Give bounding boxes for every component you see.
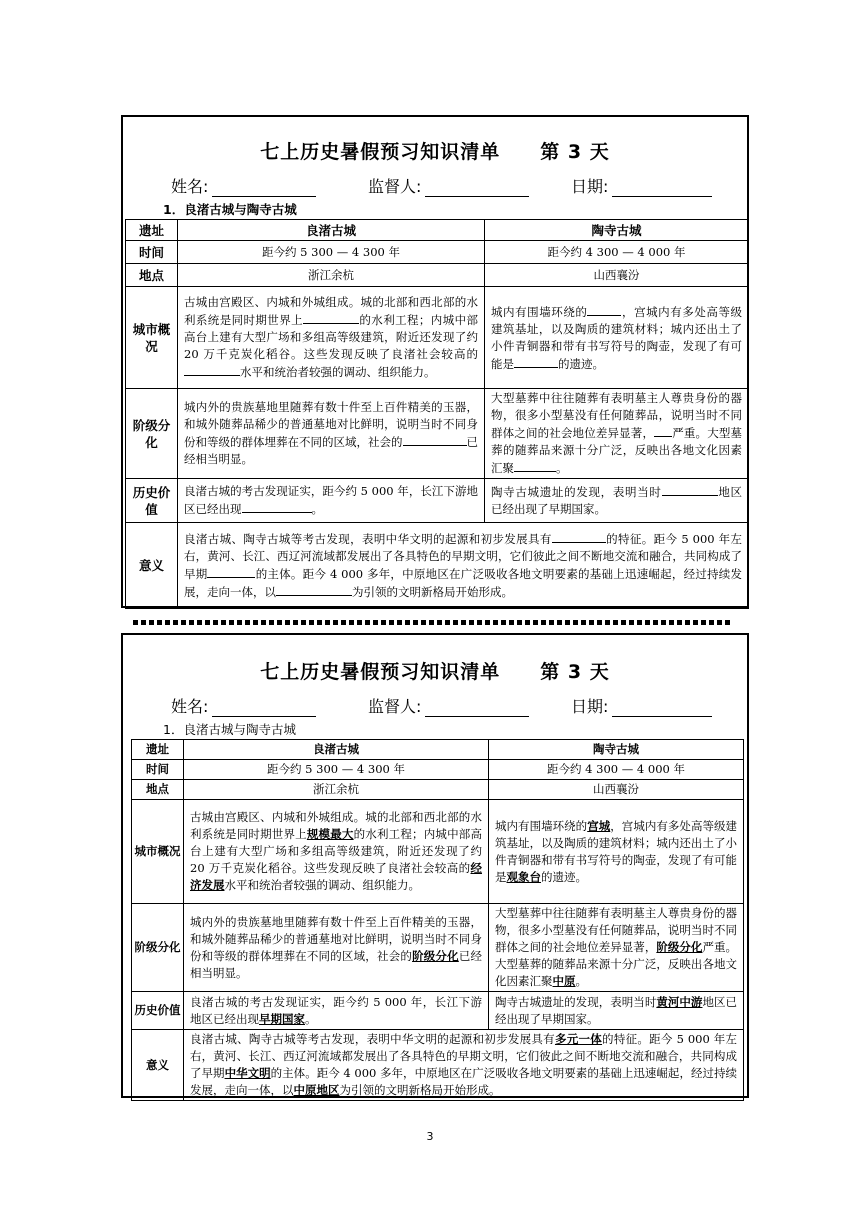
text-segment: 为引领的文明新格局开始形成。 bbox=[352, 585, 513, 599]
answer-text: 中原地区 bbox=[293, 1083, 340, 1097]
name-blank[interactable] bbox=[212, 700, 316, 717]
page-number: 3 bbox=[426, 1130, 434, 1143]
table-row bbox=[126, 264, 749, 287]
worksheet-answers bbox=[121, 633, 749, 1098]
answer-text: 规模最大 bbox=[306, 827, 354, 841]
taosi-overview bbox=[485, 287, 749, 389]
supervisor-field[interactable] bbox=[368, 174, 529, 197]
text-segment: 。 bbox=[556, 461, 568, 475]
text-segment: 的特征。距今 5 000 年左右，黄河、长江、西辽河流域都发展出了各具特色的早期文明，它们彼此之间不断地交流和融合，共同构成了早期 bbox=[184, 532, 742, 581]
table-header-row bbox=[126, 220, 749, 241]
text-segment: 良渚古城、陶寺古城等考古发现，表明中华文明的起源和初步发展具有 bbox=[184, 532, 552, 546]
liangzhu-time: 距今约 5 300 — 4 300 年 bbox=[178, 241, 485, 264]
answer-text: 观象台 bbox=[506, 869, 541, 884]
header-site: 遗址 bbox=[126, 220, 178, 241]
row-label-class: 阶级分化 bbox=[132, 904, 184, 992]
text-segment: 古城由宫殿区、内城和外城组成。城的北部和西北部的水利系统是同时期世界上 bbox=[184, 295, 478, 327]
text-segment: 已经相当明显。 bbox=[184, 435, 478, 466]
text-segment: 良渚古城的考古发现证实，距今约 5 000 年，长江下游地区已经出现 bbox=[184, 484, 478, 516]
header-liangzhu: 良渚古城 bbox=[178, 220, 485, 241]
worksheet-blank bbox=[121, 115, 749, 608]
text-segment: 的水利工程；内城中部高台上建有大型广场和多组高等级建筑，附近还发现了约 20 万千克炭化稻谷。这些发现反映了良渚社会较高的 bbox=[184, 313, 478, 361]
title-text: 七上历史暑假预习知识清单 bbox=[260, 661, 501, 683]
text-segment: 。 bbox=[305, 1011, 317, 1026]
liangzhu-value bbox=[184, 992, 489, 1030]
section-heading: 1．良渚古城与陶寺古城 bbox=[163, 722, 296, 737]
text-segment: ，宫城内有多处高等级建筑基址，以及陶质的建筑材料；城内还出土了小件青铜器和带有书写符号的陶壶，发现了有可能是 bbox=[491, 304, 743, 371]
answer-blank[interactable] bbox=[403, 433, 467, 446]
text-segment: 的特征。距今 5 000 年左右，黄河、长江、西辽河流域都发展出了各具特色的早期文明，它们彼此之间不断地交流和融合，共同构成了早期 bbox=[190, 1032, 738, 1080]
row-label-value: 历史价值 bbox=[126, 479, 178, 523]
name-label: 姓名: bbox=[171, 697, 209, 716]
text-segment: 严重。大型墓葬的随葬品来源十分广泛，反映出各地文化因素汇聚 bbox=[495, 940, 738, 988]
taosi-value bbox=[485, 479, 749, 523]
table-row bbox=[132, 992, 744, 1030]
text-segment: 地区已经出现了早期国家。 bbox=[491, 485, 742, 516]
answer-text: 经济发展 bbox=[190, 861, 482, 892]
row-label-overview: 城市概况 bbox=[126, 287, 178, 389]
answer-blank[interactable] bbox=[242, 500, 312, 513]
date-label: 日期: bbox=[571, 697, 609, 716]
table-row bbox=[132, 760, 744, 780]
text-segment: 城内有围墙环绕的 bbox=[495, 818, 588, 833]
answer-blank[interactable] bbox=[514, 459, 556, 472]
text-segment: 为引领的文明新格局开始形成。 bbox=[339, 1083, 501, 1097]
answer-blank[interactable] bbox=[184, 363, 240, 376]
taosi-value bbox=[489, 992, 744, 1030]
header-site: 遗址 bbox=[132, 740, 184, 760]
answer-text: 多元一体 bbox=[554, 1032, 603, 1046]
row-label-place: 地点 bbox=[126, 264, 178, 287]
date-blank[interactable] bbox=[612, 180, 712, 197]
liangzhu-place: 浙江余杭 bbox=[178, 264, 485, 287]
name-blank[interactable] bbox=[212, 180, 316, 197]
name-field[interactable] bbox=[171, 694, 316, 717]
text-segment: 。 bbox=[311, 502, 323, 516]
table-row bbox=[132, 904, 744, 992]
date-blank[interactable] bbox=[612, 700, 712, 717]
row-label-overview: 城市概况 bbox=[132, 800, 184, 904]
table-row bbox=[132, 780, 744, 800]
row-label-value: 历史价值 bbox=[132, 992, 184, 1030]
text-segment: 地区已经出现了早期国家。 bbox=[495, 994, 738, 1026]
table-row bbox=[126, 389, 749, 479]
row-label-time: 时间 bbox=[126, 241, 178, 264]
table-row bbox=[132, 1030, 744, 1101]
text-segment: 的遗迹。 bbox=[558, 356, 604, 371]
answer-blank[interactable] bbox=[276, 583, 352, 596]
date-label: 日期: bbox=[571, 177, 609, 196]
text-segment: 良渚古城、陶寺古城等考古发现，表明中华文明的起源和初步发展具有 bbox=[190, 1032, 555, 1046]
liangzhu-value bbox=[178, 479, 485, 523]
row-label-meaning: 意义 bbox=[126, 523, 178, 609]
comparison-table bbox=[125, 219, 749, 609]
answer-text: 早期国家 bbox=[259, 1011, 305, 1026]
taosi-class bbox=[485, 389, 749, 479]
header-taosi: 陶寺古城 bbox=[489, 740, 744, 760]
text-segment: 陶寺古城遗址的发现，表明当时 bbox=[495, 994, 657, 1009]
liangzhu-place: 浙江余杭 bbox=[184, 780, 489, 800]
text-segment: 严重。大型墓葬的随葬品来源十分广泛，反映出各地文化因素汇聚 bbox=[491, 426, 743, 475]
table-row bbox=[126, 241, 749, 264]
supervisor-blank[interactable] bbox=[425, 180, 529, 197]
section-heading: 1．良渚古城与陶寺古城 bbox=[163, 202, 297, 217]
day-label: 第 3 天 bbox=[540, 141, 610, 163]
text-segment: 城内外的贵族墓地里随葬有数十件至上百件精美的玉器，和城外随葬品稀少的普通墓地对比鲜明，说明当时不同身份和等级的群体埋葬在不同的区域，社会的 bbox=[190, 914, 482, 963]
answer-blank[interactable] bbox=[552, 530, 606, 543]
answer-blank[interactable] bbox=[662, 483, 718, 496]
text-segment: 的水利工程；内城中部高台上建有大型广场和多组高等级建筑，附近还发现了约 20 万千克炭化稻谷。这些发现反映了良渚社会较高的 bbox=[190, 827, 482, 875]
text-segment: 水平和统治者较强的调动、组织能力。 bbox=[240, 365, 436, 379]
day-label: 第 3 天 bbox=[540, 661, 610, 683]
taosi-place: 山西襄汾 bbox=[485, 264, 749, 287]
text-segment: 大型墓葬中往往随葬有表明墓主人尊贵身份的器物，很多小型墓没有任何随葬品，说明当时不同群体之间的社会地位差异显著， bbox=[491, 391, 742, 440]
answer-text: 阶级分化 bbox=[656, 940, 703, 954]
text-segment: 陶寺古城遗址的发现，表明当时 bbox=[491, 485, 662, 499]
answer-text: 黄河中游 bbox=[656, 994, 703, 1009]
taosi-time: 距今约 4 300 — 4 000 年 bbox=[489, 760, 744, 780]
row-label-meaning: 意义 bbox=[132, 1030, 184, 1101]
row-label-time: 时间 bbox=[132, 760, 184, 780]
taosi-overview bbox=[489, 800, 744, 904]
header-taosi: 陶寺古城 bbox=[485, 220, 749, 241]
table-row bbox=[132, 800, 744, 904]
text-segment: 。 bbox=[575, 974, 587, 988]
text-segment: ，宫城内有多处高等级建筑基址，以及陶质的建筑材料；城内还出土了小件青铜器和带有书写符号的陶壶，发现了有可能是 bbox=[495, 818, 738, 884]
answer-text: 中华文明 bbox=[224, 1066, 271, 1080]
liangzhu-class bbox=[178, 389, 485, 479]
row-label-class: 阶级分化 bbox=[126, 389, 178, 479]
answer-text: 中原 bbox=[552, 974, 576, 988]
text-segment: 古城由宫殿区、内城和外城组成。城的北部和西北部的水利系统是同时期世界上 bbox=[190, 810, 482, 841]
text-segment: 已经相当明显。 bbox=[190, 948, 482, 980]
text-segment: 城内有围墙环绕的 bbox=[491, 304, 588, 319]
supervisor-label: 监督人: bbox=[368, 177, 422, 196]
title-text: 七上历史暑假预习知识清单 bbox=[260, 141, 501, 163]
meaning-text bbox=[178, 523, 749, 609]
date-field[interactable] bbox=[571, 174, 712, 197]
student-info-row bbox=[123, 694, 747, 720]
table-header-row bbox=[132, 740, 744, 760]
liangzhu-overview bbox=[178, 287, 485, 389]
header-liangzhu: 良渚古城 bbox=[184, 740, 489, 760]
worksheet-title bbox=[123, 657, 747, 684]
table-row bbox=[126, 479, 749, 523]
meaning-text bbox=[184, 1030, 744, 1101]
text-segment: 良渚古城的考古发现证实，距今约 5 000 年，长江下游地区已经出现 bbox=[190, 994, 482, 1026]
date-field[interactable] bbox=[571, 694, 712, 717]
text-segment: 的主体。距今 4 000 多年，中原地区在广泛吸收各地文明要素的基础上迅速崛起，经过持续发展，走向一体，以 bbox=[190, 1066, 738, 1097]
supervisor-blank[interactable] bbox=[425, 700, 529, 717]
answer-blank[interactable] bbox=[514, 355, 558, 368]
table-row bbox=[126, 287, 749, 389]
taosi-time: 距今约 4 300 — 4 000 年 bbox=[485, 241, 749, 264]
row-label-place: 地点 bbox=[132, 780, 184, 800]
student-info-row bbox=[123, 174, 747, 200]
name-field[interactable] bbox=[171, 174, 316, 197]
taosi-class bbox=[489, 904, 744, 992]
text-segment: 水平和统治者较强的调动、组织能力。 bbox=[224, 878, 420, 892]
liangzhu-overview bbox=[184, 800, 489, 904]
text-segment: 的主体。距今 4 000 多年，中原地区在广泛吸收各地文明要素的基础上迅速崛起，经过持续发展，走向一体，以 bbox=[184, 567, 743, 599]
supervisor-field[interactable] bbox=[368, 694, 529, 717]
supervisor-label: 监督人: bbox=[368, 697, 422, 716]
dashed-divider bbox=[133, 620, 730, 625]
liangzhu-class bbox=[184, 904, 489, 992]
answer-text: 宫城 bbox=[587, 818, 611, 833]
answer-blank[interactable] bbox=[303, 311, 359, 324]
comparison-table bbox=[131, 739, 744, 1101]
table-row bbox=[126, 523, 749, 609]
answer-blank[interactable] bbox=[587, 303, 621, 316]
liangzhu-time: 距今约 5 300 — 4 300 年 bbox=[184, 760, 489, 780]
name-label: 姓名: bbox=[171, 177, 209, 196]
text-segment: 城内外的贵族墓地里随葬有数十件至上百件精美的玉器，和城外随葬品稀少的普通墓地对比鲜明，说明当时不同身份和等级的群体埋葬在不同的区域，社会的 bbox=[184, 400, 478, 449]
taosi-place: 山西襄汾 bbox=[489, 780, 744, 800]
text-segment: 大型墓葬中往往随葬有表明墓主人尊贵身份的器物，很多小型墓没有任何随葬品，说明当时不同群体之间的社会地位差异显著， bbox=[495, 906, 737, 954]
worksheet-title bbox=[123, 137, 747, 164]
answer-blank[interactable] bbox=[207, 565, 255, 578]
answer-text: 阶级分化 bbox=[412, 948, 459, 963]
text-segment: 的遗迹。 bbox=[541, 869, 587, 884]
answer-blank[interactable] bbox=[654, 424, 672, 437]
